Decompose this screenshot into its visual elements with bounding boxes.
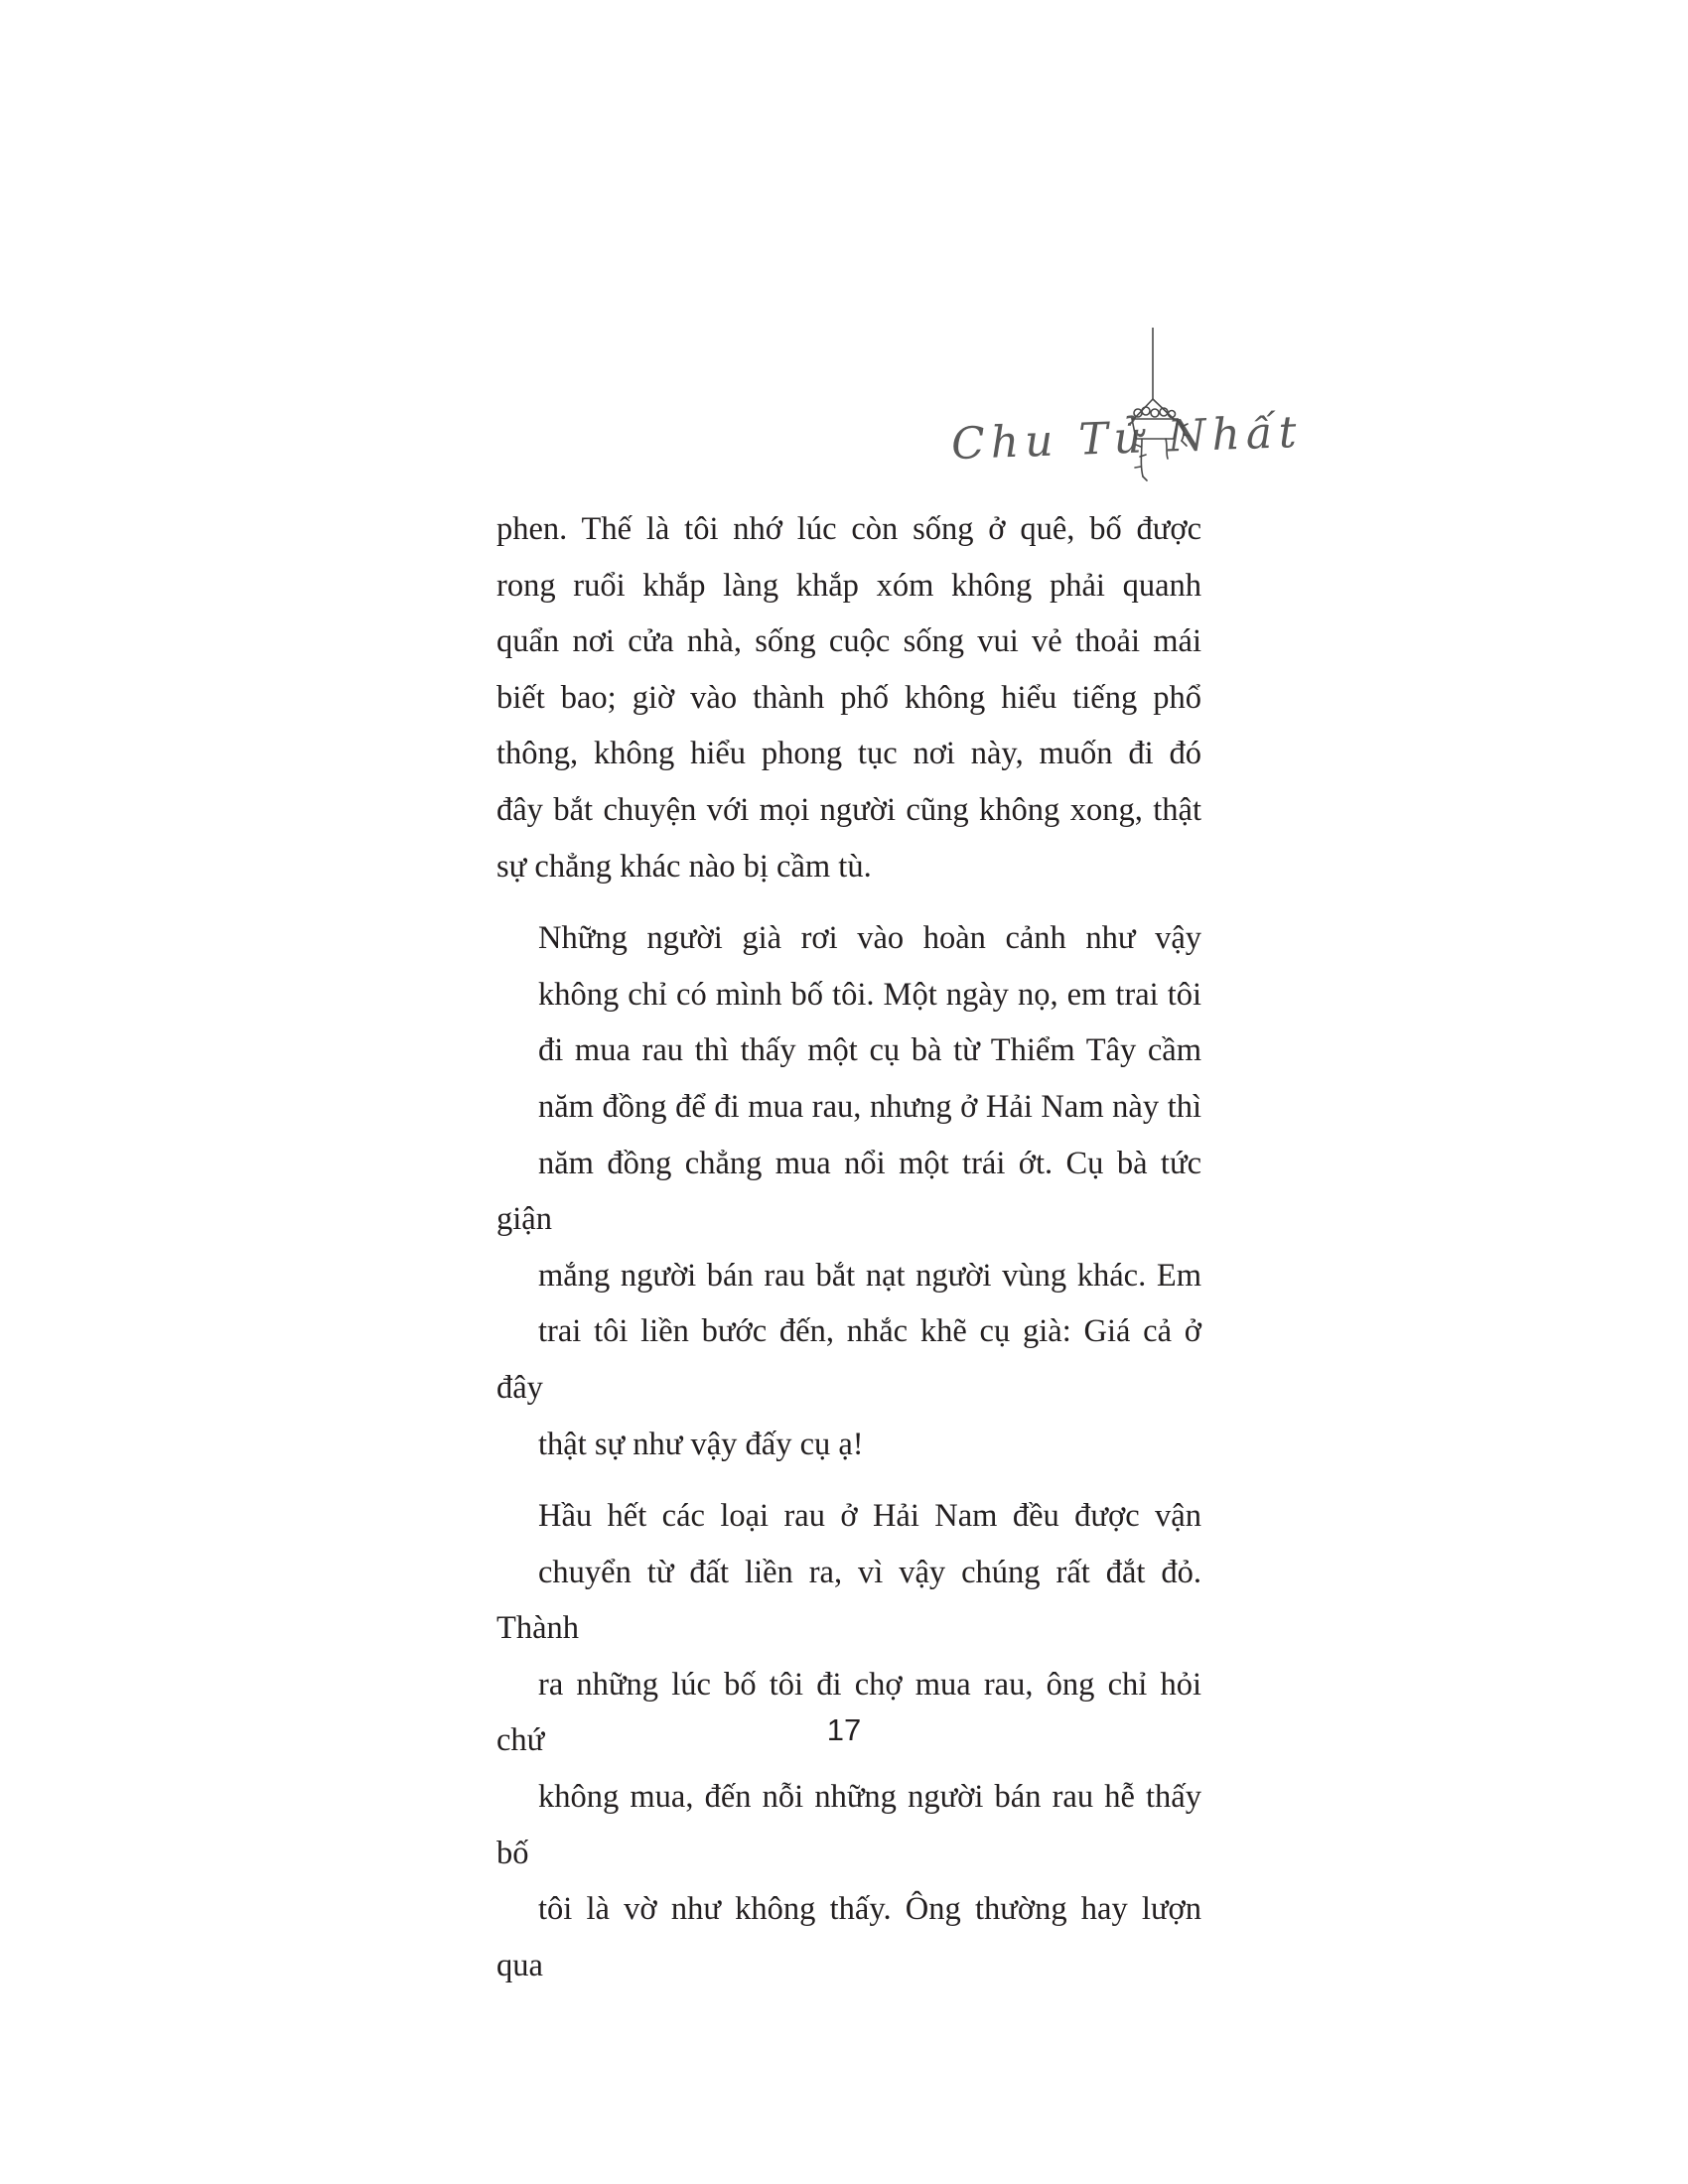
text-line: ra những lúc bố tôi đi chợ mua rau, ông chỉ hỏi chứ [496,1666,1201,1759]
text-line: thông, không hiểu phong tục nơi này, muốn đi đó [496,736,1201,772]
text-line: rong ruổi khắp làng khắp xóm không phải quanh [496,567,1201,604]
text-line: thật sự như vậy đấy cụ ạ! [538,1426,864,1462]
text-line: sự chẳng khác nào bị cầm tù. [496,848,872,885]
text-line: biết bao; giờ vào thành phố không hiểu tiếng phổ [496,679,1201,716]
paragraph [496,501,1201,894]
text-line: mắng người bán rau bắt nạt người vùng khác. Em [538,1257,1201,1294]
hanging-plant-icon [1124,328,1203,491]
text-line: trai tôi liền bước đến, nhắc khẽ cụ già: Giá cả ở đây [496,1313,1201,1406]
text-line: đây bắt chuyện với mọi người cũng không xong, thật [496,791,1201,828]
page-number: 17 [826,1712,862,1747]
text-line: năm đồng chẳng mua nổi một trái ớt. Cụ bà tức giận [496,1145,1201,1238]
text-line: năm đồng để đi mua rau, nhưng ở Hải Nam này thì [538,1088,1201,1125]
text-line: Hầu hết các loại rau ở Hải Nam đều được vận [538,1498,1201,1535]
text-line: đi mua rau thì thấy một cụ bà từ Thiểm Tây cầm [538,1032,1201,1069]
body-text [496,501,1201,1993]
author-name: Chu Tử Nhất [950,406,1304,471]
text-line: không mua, đến nỗi những người bán rau hễ thấy bố [496,1779,1201,1871]
text-line: không chỉ có mình bố tôi. Một ngày nọ, em trai tôi [538,976,1201,1013]
text-line: tôi là vờ như không thấy. Ông thường hay lượn qua [496,1891,1201,1983]
text-line: chuyển từ đất liền ra, vì vậy chúng rất đắt đỏ. Thành [496,1554,1201,1647]
text-line: Những người già rơi vào hoàn cảnh như vậy [538,920,1201,957]
text-line: quẩn nơi cửa nhà, sống cuộc sống vui vẻ thoải mái [496,623,1201,660]
paragraph [496,910,1201,1472]
text-line: phen. Thế là tôi nhớ lúc còn sống ở quê, bố được [496,511,1201,547]
